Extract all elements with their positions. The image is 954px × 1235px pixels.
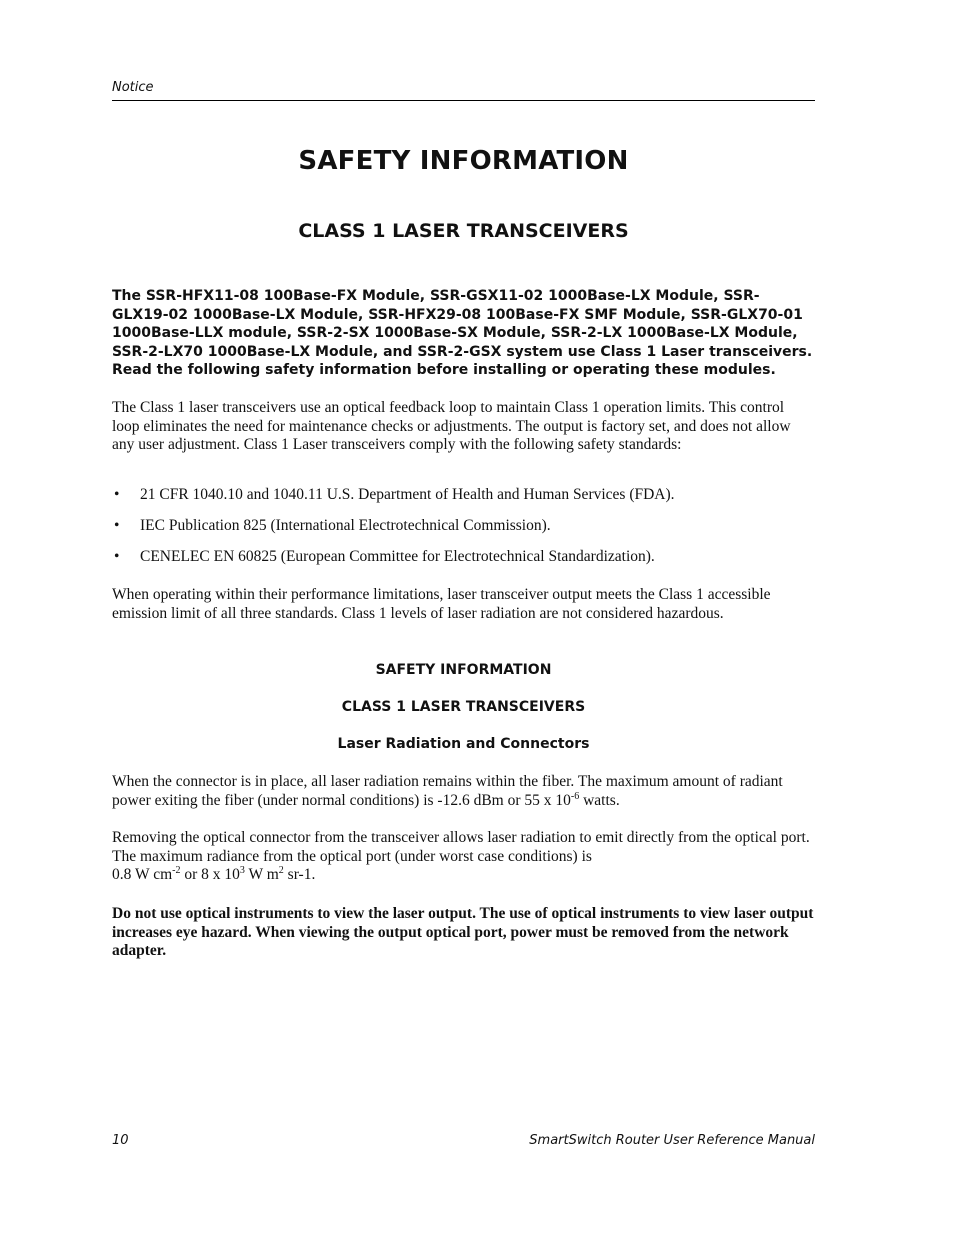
superscript: -6	[570, 790, 580, 802]
bullet-icon: •	[114, 486, 120, 503]
bullet-icon: •	[114, 548, 120, 565]
document-page	[112, 0, 815, 1235]
intro-paragraph: The SSR-HFX11-08 100Base-FX Module, SSR-GSX11-02 1000Base-LX Module, SSR-GLX19-02 1000Base-LX Module, SSR-HFX29-08 100Base-FX SMF Module, SSR-GLX70-01 1000Base-LLX module, SSR-2-SX 1000Base-SX Module, SSR-2-LX 1000Base-LX Module, SSR-2-LX70 1000Base-LX Module, and SSR-2-GSX system use Class 1 Laser transceivers. Read the following safety information before installing or operating these modules.	[112, 288, 813, 378]
paragraph-text: When the connector is in place, all laser radiation remains within the fiber. The maximum amount of radiant power exiting the fiber (under normal conditions) is -12.6 dBm or 55 x 10	[112, 773, 783, 809]
paragraph-emission-limit: When operating within their performance limitations, laser transceiver output meets the Class 1 accessible emission limit of all three standards. Class 1 levels of laser radiation are not considered hazardous.	[112, 586, 771, 622]
paragraph-connector-in-place	[112, 773, 815, 810]
page-title: SAFETY INFORMATION	[298, 146, 629, 176]
superscript: -2	[172, 865, 181, 876]
list-item	[112, 517, 815, 548]
list-item-text: CENELEC EN 60825 (European Committee for Electrotechnical Standardization).	[140, 548, 655, 565]
paragraph-text: sr-1.	[283, 866, 316, 883]
section-heading-class1: CLASS 1 LASER TRANSCEIVERS	[341, 699, 586, 715]
running-head: Notice	[112, 80, 154, 95]
paragraph-text: W m	[244, 866, 279, 883]
paragraph-text: 0.8 W cm	[112, 866, 173, 883]
page-number: 10	[112, 1133, 129, 1148]
paragraph-text: Removing the optical connector from the transceiver allows laser radiation to emit directly from the optical port. The maximum radiance from the optical port (under worst case conditions) is	[112, 829, 810, 865]
manual-title: SmartSwitch Router User Reference Manual	[529, 1133, 815, 1148]
superscript: 2	[278, 865, 284, 876]
bullet-icon: •	[114, 517, 120, 534]
header-rule	[112, 100, 815, 101]
list-item	[112, 486, 815, 517]
superscript: 3	[239, 865, 245, 876]
paragraph-standards: The Class 1 laser transceivers use an optical feedback loop to maintain Class 1 operation limits. This control loop eliminates the need for maintenance checks or adjustments. The output is factory set, and does not allow any user adjustment. Class 1 Laser transceivers comply with the following safety standards:	[112, 399, 791, 453]
paragraph-connector-removed	[112, 829, 815, 885]
section-heading-safety: SAFETY INFORMATION	[375, 662, 552, 678]
page-subtitle: CLASS 1 LASER TRANSCEIVERS	[298, 220, 629, 242]
section-heading-connectors: Laser Radiation and Connectors	[337, 736, 590, 752]
standards-list	[112, 486, 815, 579]
warning-paragraph: Do not use optical instruments to view the laser output. The use of optical instruments to view laser output increases eye hazard. When viewing the output optical port, power must be removed from the network adapter.	[112, 905, 814, 959]
list-item-text: IEC Publication 825 (International Electrotechnical Commission).	[140, 517, 551, 534]
paragraph-text: watts.	[579, 791, 620, 809]
paragraph-text: or 8 x 10	[180, 866, 240, 883]
list-item-text: 21 CFR 1040.10 and 1040.11 U.S. Department of Health and Human Services (FDA).	[140, 486, 675, 503]
list-item	[112, 548, 815, 579]
